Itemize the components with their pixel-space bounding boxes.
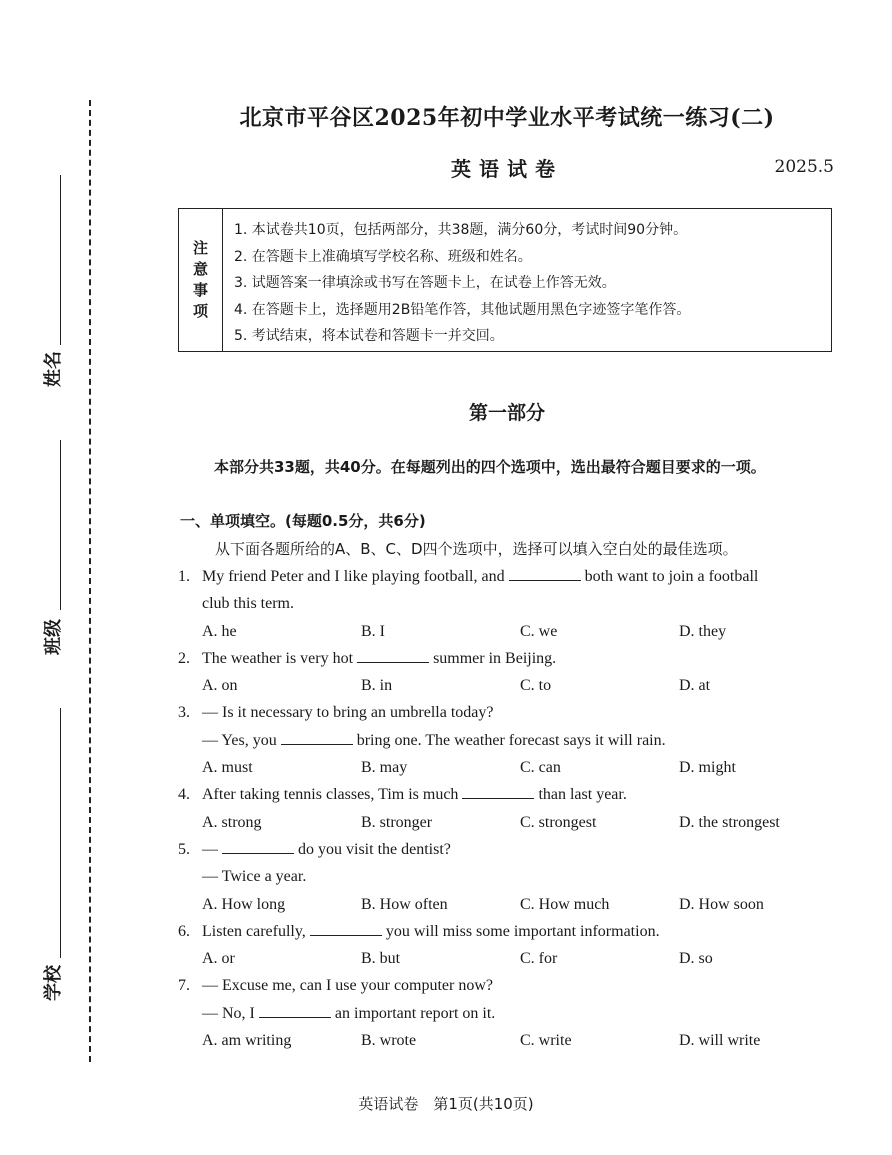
- exam-date: 2025.5: [774, 157, 834, 177]
- question-number: 7.: [178, 977, 190, 995]
- answer-blank: [222, 839, 294, 854]
- notice-heading-char: 意: [192, 260, 208, 278]
- question-line: [178, 781, 838, 808]
- answer-option: A. How long: [202, 895, 286, 913]
- option-row: [178, 891, 838, 918]
- answer-option: A. or: [202, 950, 235, 968]
- notice-item: 3. 试题答案一律填涂或书写在答题卡上，在试卷上作答无效。: [234, 275, 616, 291]
- answer-option: D. at: [679, 677, 711, 695]
- question-line: [178, 645, 838, 672]
- answer-option: B. may: [361, 759, 408, 777]
- notice-item: 4. 在答题卡上，选择题用2B铅笔作答，其他试题用黑色字迹签字笔作答。: [234, 301, 691, 318]
- notice-item: 5. 考试结束，将本试卷和答题卡一并交回。: [234, 328, 504, 344]
- answer-option: B. wrote: [361, 1032, 417, 1050]
- answer-option: C. strongest: [520, 813, 597, 831]
- exam-title: 北京市平谷区2025年初中学业水平考试统一练习(二): [239, 105, 775, 131]
- name-underline: [60, 175, 61, 345]
- question-line: [178, 727, 838, 754]
- answer-option: D. How soon: [679, 895, 764, 913]
- question-text: than last year.: [538, 786, 627, 804]
- question-text: do you visit the dentist?: [298, 840, 451, 858]
- notice-heading: [179, 209, 223, 351]
- answer-option: B. but: [361, 950, 401, 968]
- question-line: [178, 699, 838, 726]
- notice-heading-char: 事: [192, 281, 208, 299]
- question-list: [178, 563, 838, 1054]
- answer-blank: [462, 784, 534, 799]
- question-text: The weather is very hot: [202, 649, 354, 667]
- answer-option: C. How much: [520, 895, 610, 913]
- question-number: 2.: [178, 649, 190, 667]
- answer-option: D. the strongest: [679, 813, 780, 831]
- question-item: [178, 918, 838, 973]
- notice-list: [234, 217, 825, 350]
- option-row: [178, 809, 838, 836]
- answer-option: B. I: [361, 622, 385, 640]
- notice-box: [178, 208, 832, 352]
- question-item: [178, 699, 838, 781]
- class-label: 班级: [43, 619, 64, 655]
- answer-option: B. How often: [361, 895, 448, 913]
- answer-option: C. can: [520, 759, 561, 777]
- section-instructions: 从下面各题所给的A、B、C、D四个选项中，选择可以填入空白处的最佳选项。: [215, 540, 738, 558]
- question-text: both want to join a football: [584, 568, 759, 585]
- answer-option: B. in: [361, 677, 393, 695]
- page-footer: 英语试卷 第1页(共10页): [358, 1095, 534, 1113]
- answer-option: B. stronger: [361, 813, 433, 831]
- notice-item: 2. 在答题卡上准确填写学校名称、班级和姓名。: [234, 248, 532, 265]
- answer-option: A. strong: [202, 813, 262, 831]
- answer-blank: [310, 921, 382, 936]
- option-row: [178, 1027, 838, 1054]
- part-title: 第一部分: [468, 402, 545, 424]
- question-text: — Is it necessary to bring an umbrella today?: [202, 704, 494, 722]
- question-item: [178, 563, 838, 645]
- question-line: [178, 563, 838, 590]
- question-number: 6.: [178, 922, 190, 940]
- answer-option: C. write: [520, 1032, 572, 1050]
- answer-blank: [281, 730, 353, 745]
- question-number: 5.: [178, 840, 190, 858]
- part-intro: 本部分共33题，共40分。在每题列出的四个选项中，选出最符合题目要求的一项。: [214, 458, 766, 476]
- question-line: [178, 1000, 838, 1027]
- answer-option: A. he: [202, 622, 237, 640]
- question-text: an important report on it.: [334, 1004, 496, 1022]
- question-line: [178, 918, 838, 945]
- class-underline: [60, 440, 61, 610]
- notice-heading-char: 项: [192, 302, 208, 320]
- question-item: [178, 781, 838, 836]
- question-text: bring one. The weather forecast says it will rain.: [356, 731, 666, 749]
- answer-option: C. we: [520, 622, 558, 640]
- answer-blank: [259, 1003, 331, 1018]
- question-number: 3.: [178, 704, 190, 722]
- question-text: My friend Peter and I like playing football, and: [202, 568, 505, 585]
- question-line: [178, 863, 838, 890]
- question-line: [178, 972, 838, 999]
- question-line: [178, 836, 838, 863]
- answer-option: D. will write: [679, 1032, 761, 1050]
- answer-option: D. might: [679, 759, 736, 777]
- option-row: [178, 672, 838, 699]
- answer-option: C. for: [520, 950, 558, 968]
- question-line: [178, 590, 838, 617]
- question-text: you will miss some important information.: [385, 922, 660, 940]
- question-item: [178, 645, 838, 700]
- school-label: 学校: [43, 965, 64, 1001]
- notice-heading-char: 注: [192, 239, 208, 257]
- question-number: 4.: [178, 786, 190, 804]
- question-text: — Excuse me, can I use your computer now?: [202, 977, 494, 995]
- option-row: [178, 618, 838, 645]
- option-row: [178, 945, 838, 972]
- question-text: — Twice a year.: [202, 868, 307, 886]
- binding-dashed-line: [89, 100, 91, 1062]
- answer-option: D. so: [679, 950, 713, 968]
- option-row: [178, 754, 838, 781]
- question-item: [178, 972, 838, 1054]
- exam-subtitle: 英语试卷: [451, 157, 563, 181]
- question-text: club this term.: [202, 595, 294, 613]
- question-number: 1.: [178, 568, 190, 585]
- section-heading: 一、单项填空。(每题0.5分，共6分): [180, 512, 426, 530]
- answer-option: C. to: [520, 677, 552, 695]
- question-text: — Yes, you: [202, 731, 277, 749]
- answer-blank: [509, 566, 581, 581]
- school-underline: [60, 708, 61, 958]
- question-text: After taking tennis classes, Tim is much: [202, 786, 459, 804]
- question-text: — No, I: [202, 1004, 255, 1022]
- answer-option: A. am writing: [202, 1032, 292, 1050]
- answer-option: A. must: [202, 759, 253, 777]
- answer-option: A. on: [202, 677, 238, 695]
- name-label: 姓名: [43, 351, 64, 387]
- question-item: [178, 836, 838, 918]
- question-text: Listen carefully,: [202, 922, 306, 940]
- answer-blank: [357, 648, 429, 663]
- answer-option: D. they: [679, 622, 727, 640]
- question-text: —: [202, 840, 218, 858]
- question-text: summer in Beijing.: [433, 649, 557, 667]
- notice-item: 1. 本试卷共10页，包括两部分，共38题，满分60分，考试时间90分钟。: [234, 222, 688, 238]
